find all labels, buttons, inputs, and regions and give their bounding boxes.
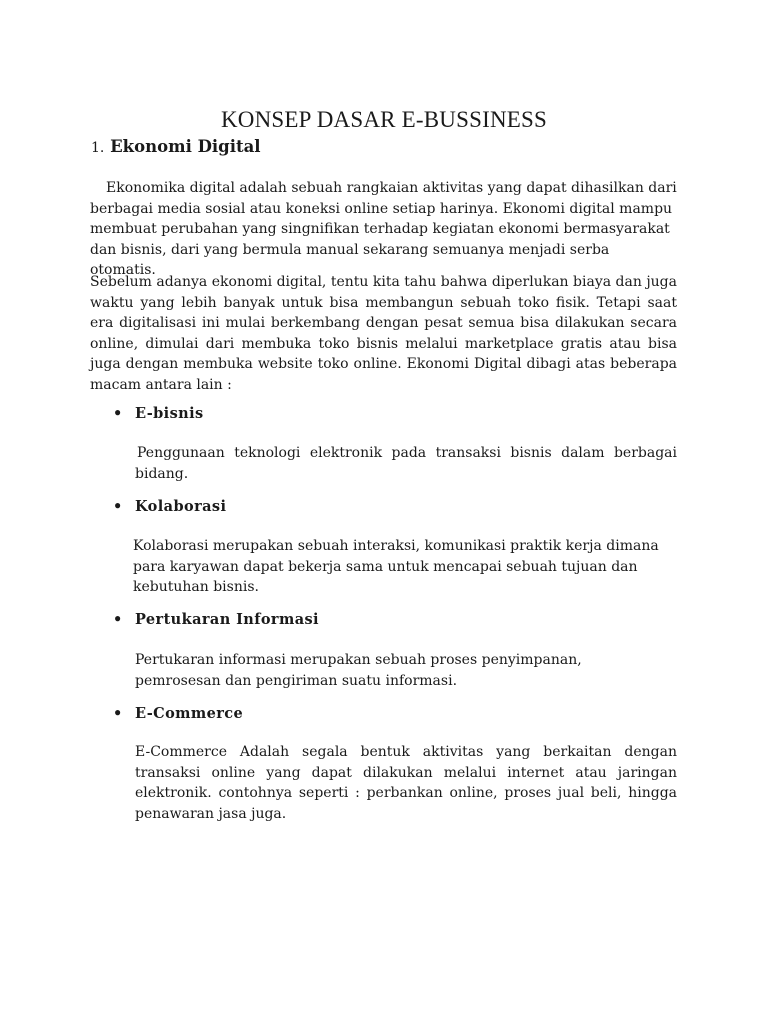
bullet-description-e-bisnis: Penggunaan teknologi elektronik pada transaksi bisnis dalam berbagai bidang. bbox=[135, 445, 677, 482]
context-paragraph: Sebelum adanya ekonomi digital, tentu kita tahu bahwa diperlukan biaya dan juga waktu yang lebih banyak untuk bisa membangun sebuah toko fisik. Tetapi saat era digitalisasi ini mulai berkembang dengan pesat semua bisa dilakukan secara online, dimulai dari membuka toko bisnis melalui marketplace gratis atau bisa juga dengan membuka website toko online. Ekonomi Digital dibagi atas beberapa macam antara lain : bbox=[90, 274, 677, 393]
bullet-item-e-bisnis bbox=[113, 405, 204, 422]
section-heading bbox=[91, 137, 261, 156]
bullet-icon: • bbox=[113, 705, 123, 722]
bullet-item-pertukaran-informasi bbox=[113, 611, 319, 628]
section-number: 1. bbox=[91, 140, 105, 156]
section-title: Ekonomi Digital bbox=[110, 137, 261, 156]
bullet-description-e-commerce: E-Commerce Adalah segala bentuk aktivitas yang berkaitan dengan transaksi online yang dapat dilakukan melalui internet atau jaringan elektronik. contohnya seperti : perbankan online, proses jual beli, hingga penawaran jasa juga. bbox=[135, 744, 677, 822]
bullet-icon: • bbox=[113, 611, 123, 628]
bullet-label: E-Commerce bbox=[135, 705, 244, 722]
bullet-description-kolaborasi: Kolaborasi merupakan sebuah interaksi, komunikasi praktik kerja dimana para karyawan dapat bekerja sama untuk mencapai sebuah tujuan dan kebutuhan bisnis. bbox=[133, 538, 659, 595]
bullet-icon: • bbox=[113, 405, 123, 422]
bullet-label: Kolaborasi bbox=[135, 498, 227, 515]
page-title: KONSEP DASAR E-BUSSINESS bbox=[220, 107, 547, 133]
bullet-label: E-bisnis bbox=[135, 405, 204, 422]
intro-paragraph: Ekonomika digital adalah sebuah rangkaian aktivitas yang dapat dihasilkan dari berbagai media sosial atau koneksi online setiap harinya. Ekonomi digital mampu membuat perubahan yang singnifikan terhadap kegiatan ekonomi bermasyarakat dan bisnis, dari yang bermula manual sekarang semuanya menjadi serba otomatis. bbox=[90, 180, 677, 278]
bullet-description-pertukaran-informasi: Pertukaran informasi merupakan sebuah proses penyimpanan, pemrosesan dan pengiriman suatu informasi. bbox=[135, 652, 582, 689]
bullet-icon: • bbox=[113, 498, 123, 515]
bullet-label: Pertukaran Informasi bbox=[135, 611, 319, 628]
bullet-item-kolaborasi bbox=[113, 498, 226, 515]
bullet-item-e-commerce bbox=[113, 705, 243, 722]
